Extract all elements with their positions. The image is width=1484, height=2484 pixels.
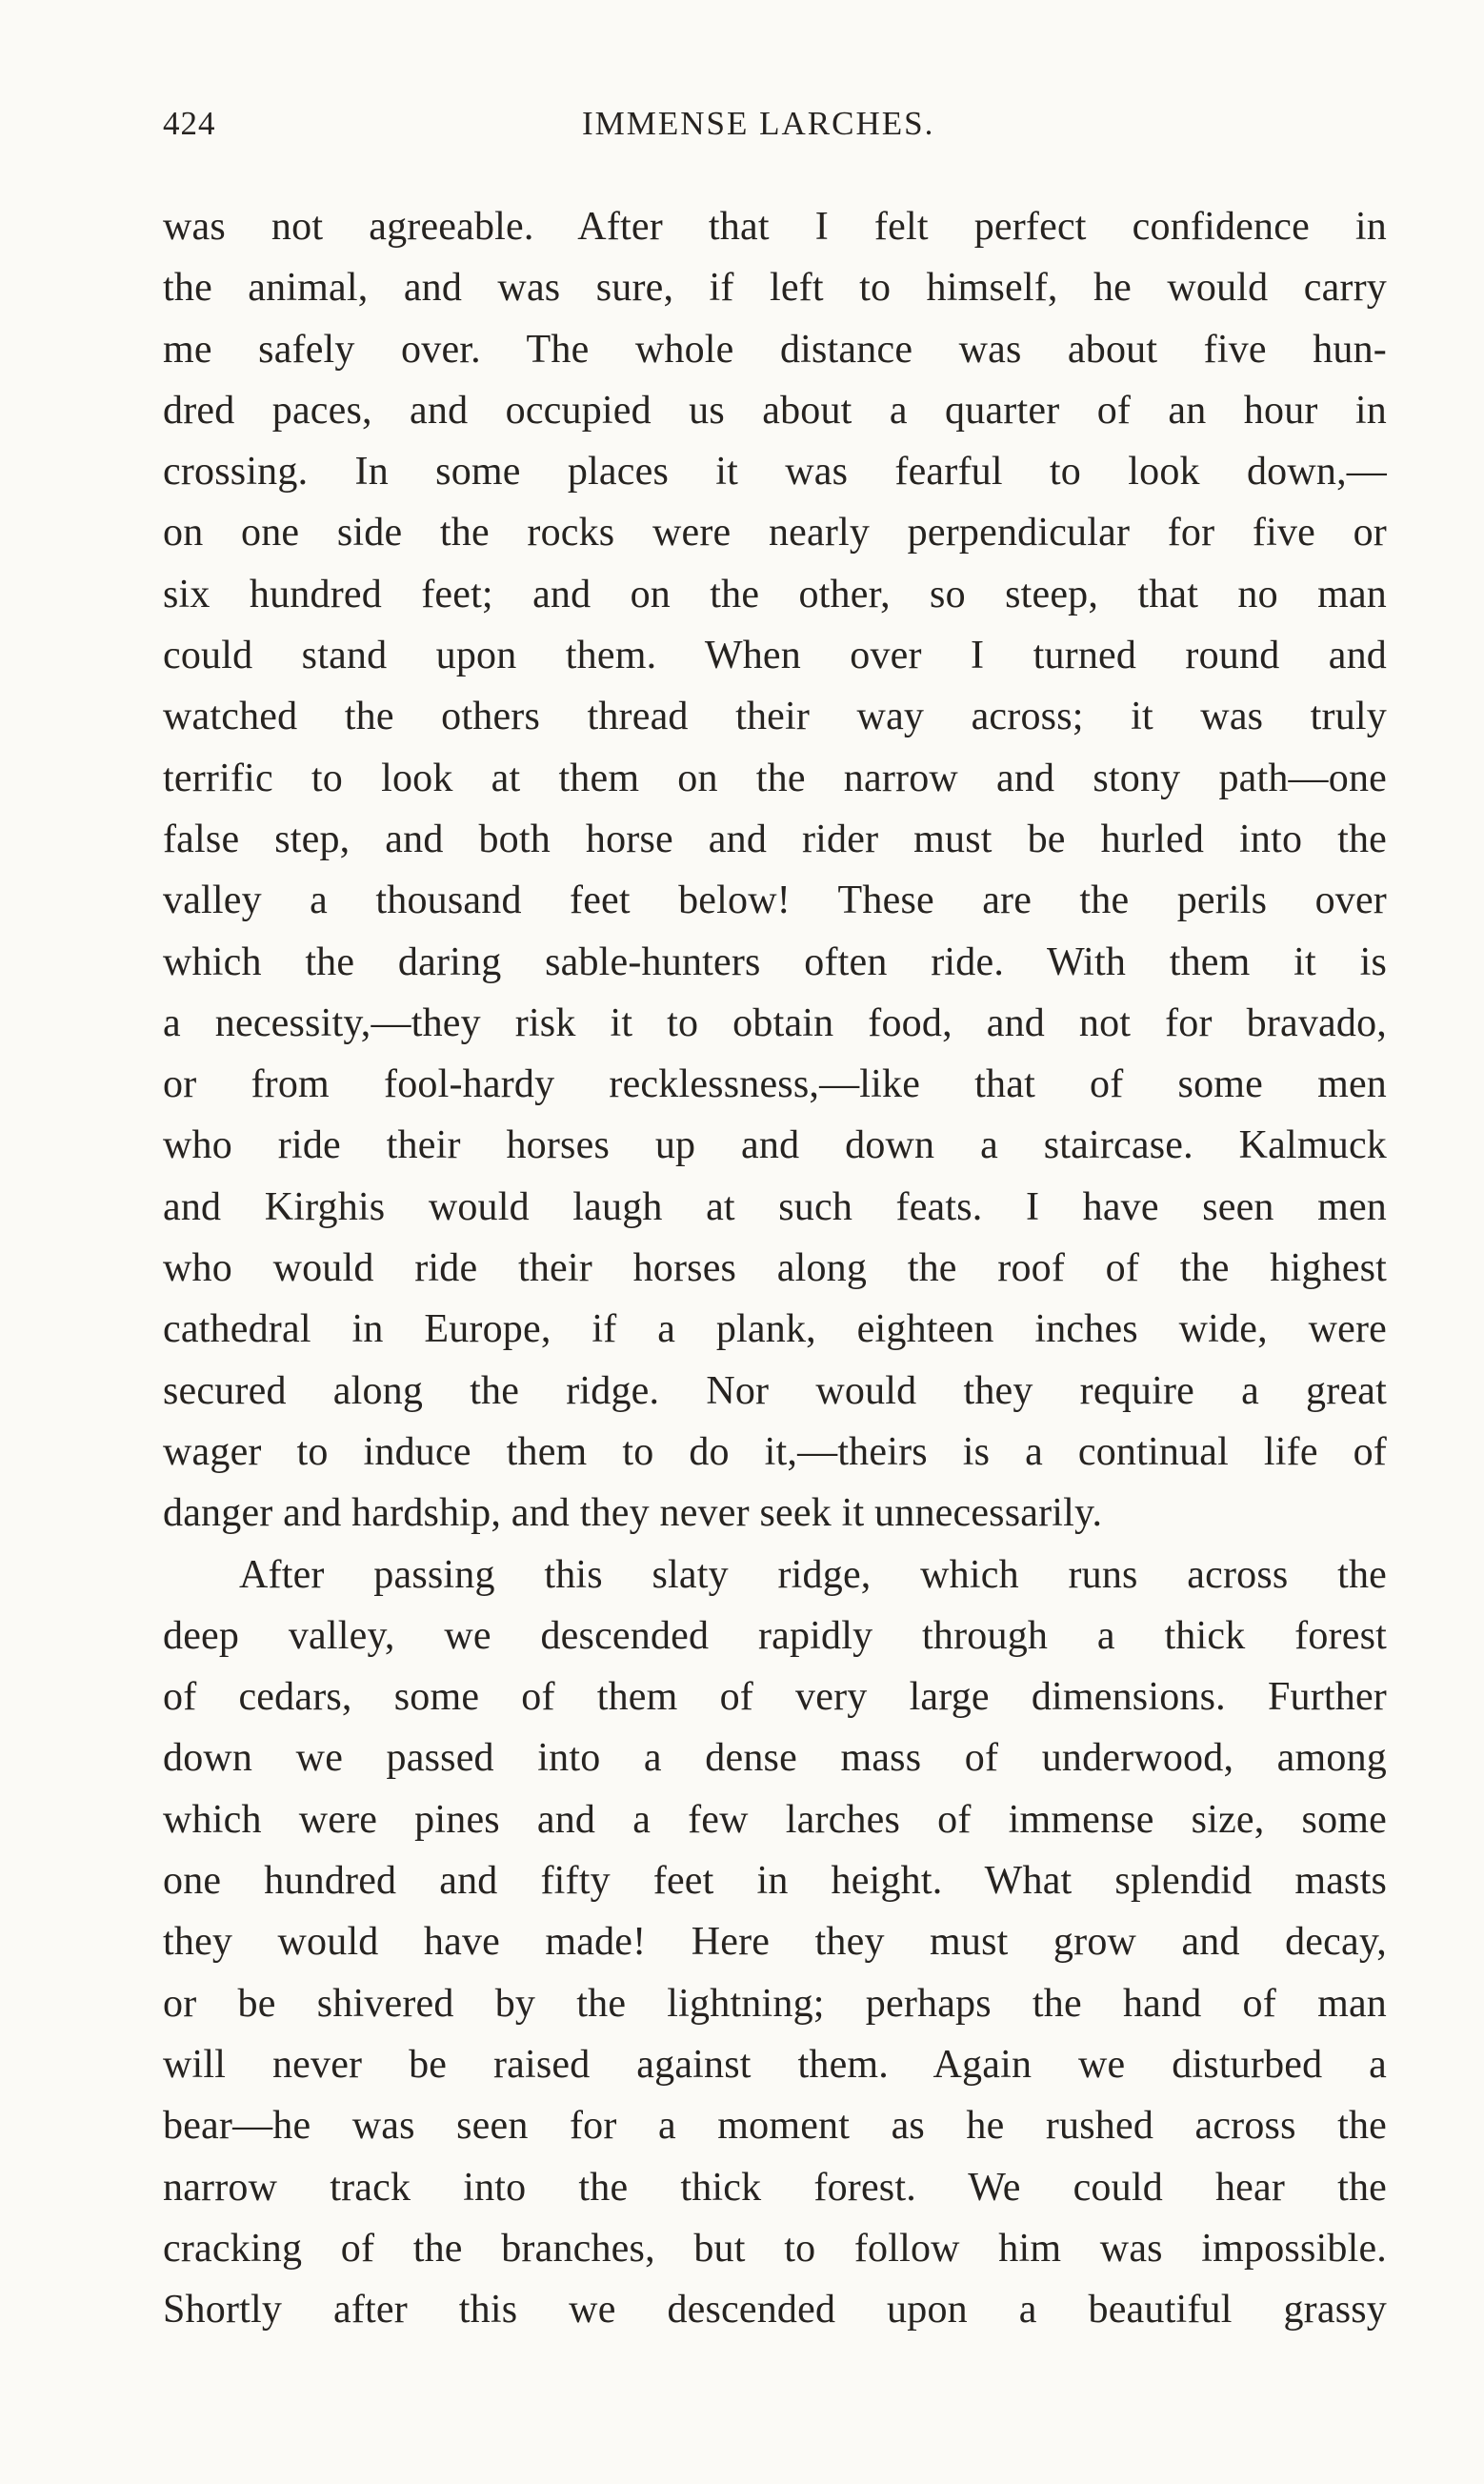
text-line: cracking of the branches, but to follow him was impossible. <box>163 2226 1387 2271</box>
text-line: one hundred and fifty feet in height. What splendid masts <box>163 1859 1387 1904</box>
text-line: secured along the ridge. Nor would they require a great <box>163 1368 1387 1413</box>
text-line: crossing. In some places it was fearful to look down,— <box>163 450 1387 495</box>
text-line: cathedral in Europe, if a plank, eighteen inches wide, were <box>163 1307 1387 1352</box>
text-line: narrow track into the thick forest. We could hear the <box>163 2165 1387 2210</box>
text-line: or from fool-hardy recklessness,—like that of some men <box>163 1062 1387 1107</box>
text-line: me safely over. The whole distance was about five hun- <box>163 327 1387 372</box>
text-line: they would have made! Here they must grow and decay, <box>163 1920 1387 1965</box>
text-line: the animal, and was sure, if left to himself, he would carry <box>163 266 1387 311</box>
running-head <box>163 95 1387 152</box>
text-line: six hundred feet; and on the other, so steep, that no man <box>163 572 1387 616</box>
text-line: false step, and both horse and rider must be hurled into the <box>163 817 1387 861</box>
page-number: 424 <box>163 105 216 142</box>
text-line: bear—he was seen for a moment as he rushed across the <box>163 2104 1387 2149</box>
text-line: terrific to look at them on the narrow and stony path—one <box>163 756 1387 800</box>
text-line: watched the others thread their way across; it was truly <box>163 695 1387 739</box>
text-line: which the daring sable-hunters often ride. With them it is <box>163 939 1387 984</box>
running-title: IMMENSE LARCHES. <box>582 105 935 142</box>
text-line: a necessity,—they risk it to obtain food, and not for bravado, <box>163 1000 1387 1045</box>
text-line: on one side the rocks were nearly perpendicular for five or <box>163 511 1387 555</box>
text-line: which were pines and a few larches of immense size, some <box>163 1797 1387 1842</box>
text-line: down we passed into a dense mass of underwood, among <box>163 1736 1387 1781</box>
paragraph-start-line: After passing this slaty ridge, which runs across the <box>239 1552 1387 1597</box>
text-line: who would ride their horses along the roof of the highest <box>163 1246 1387 1291</box>
text-line: will never be raised against them. Again we disturbed a <box>163 2042 1387 2087</box>
text-line: wager to induce them to do it,—theirs is a continual life of <box>163 1429 1387 1474</box>
text-line: valley a thousand feet below! These are the perils over <box>163 878 1387 923</box>
text-line: who ride their horses up and down a staircase. Kalmuck <box>163 1123 1387 1168</box>
text-line: or be shivered by the lightning; perhaps the hand of man <box>163 1981 1387 2026</box>
body-text <box>163 196 1387 2340</box>
paragraph-end-line: danger and hardship, and they never seek it unnecessarily. <box>163 1491 1103 1536</box>
text-line: could stand upon them. When over I turned round and <box>163 634 1387 678</box>
text-line: deep valley, we descended rapidly through a thick forest <box>163 1613 1387 1658</box>
text-line: and Kirghis would laugh at such feats. I have seen men <box>163 1184 1387 1229</box>
text-line: of cedars, some of them of very large dimensions. Further <box>163 1675 1387 1720</box>
text-line: dred paces, and occupied us about a quarter of an hour in <box>163 388 1387 433</box>
text-line: was not agreeable. After that I felt perfect confidence in <box>163 205 1387 249</box>
text-line: Shortly after this we descended upon a beautiful grassy <box>163 2288 1387 2333</box>
